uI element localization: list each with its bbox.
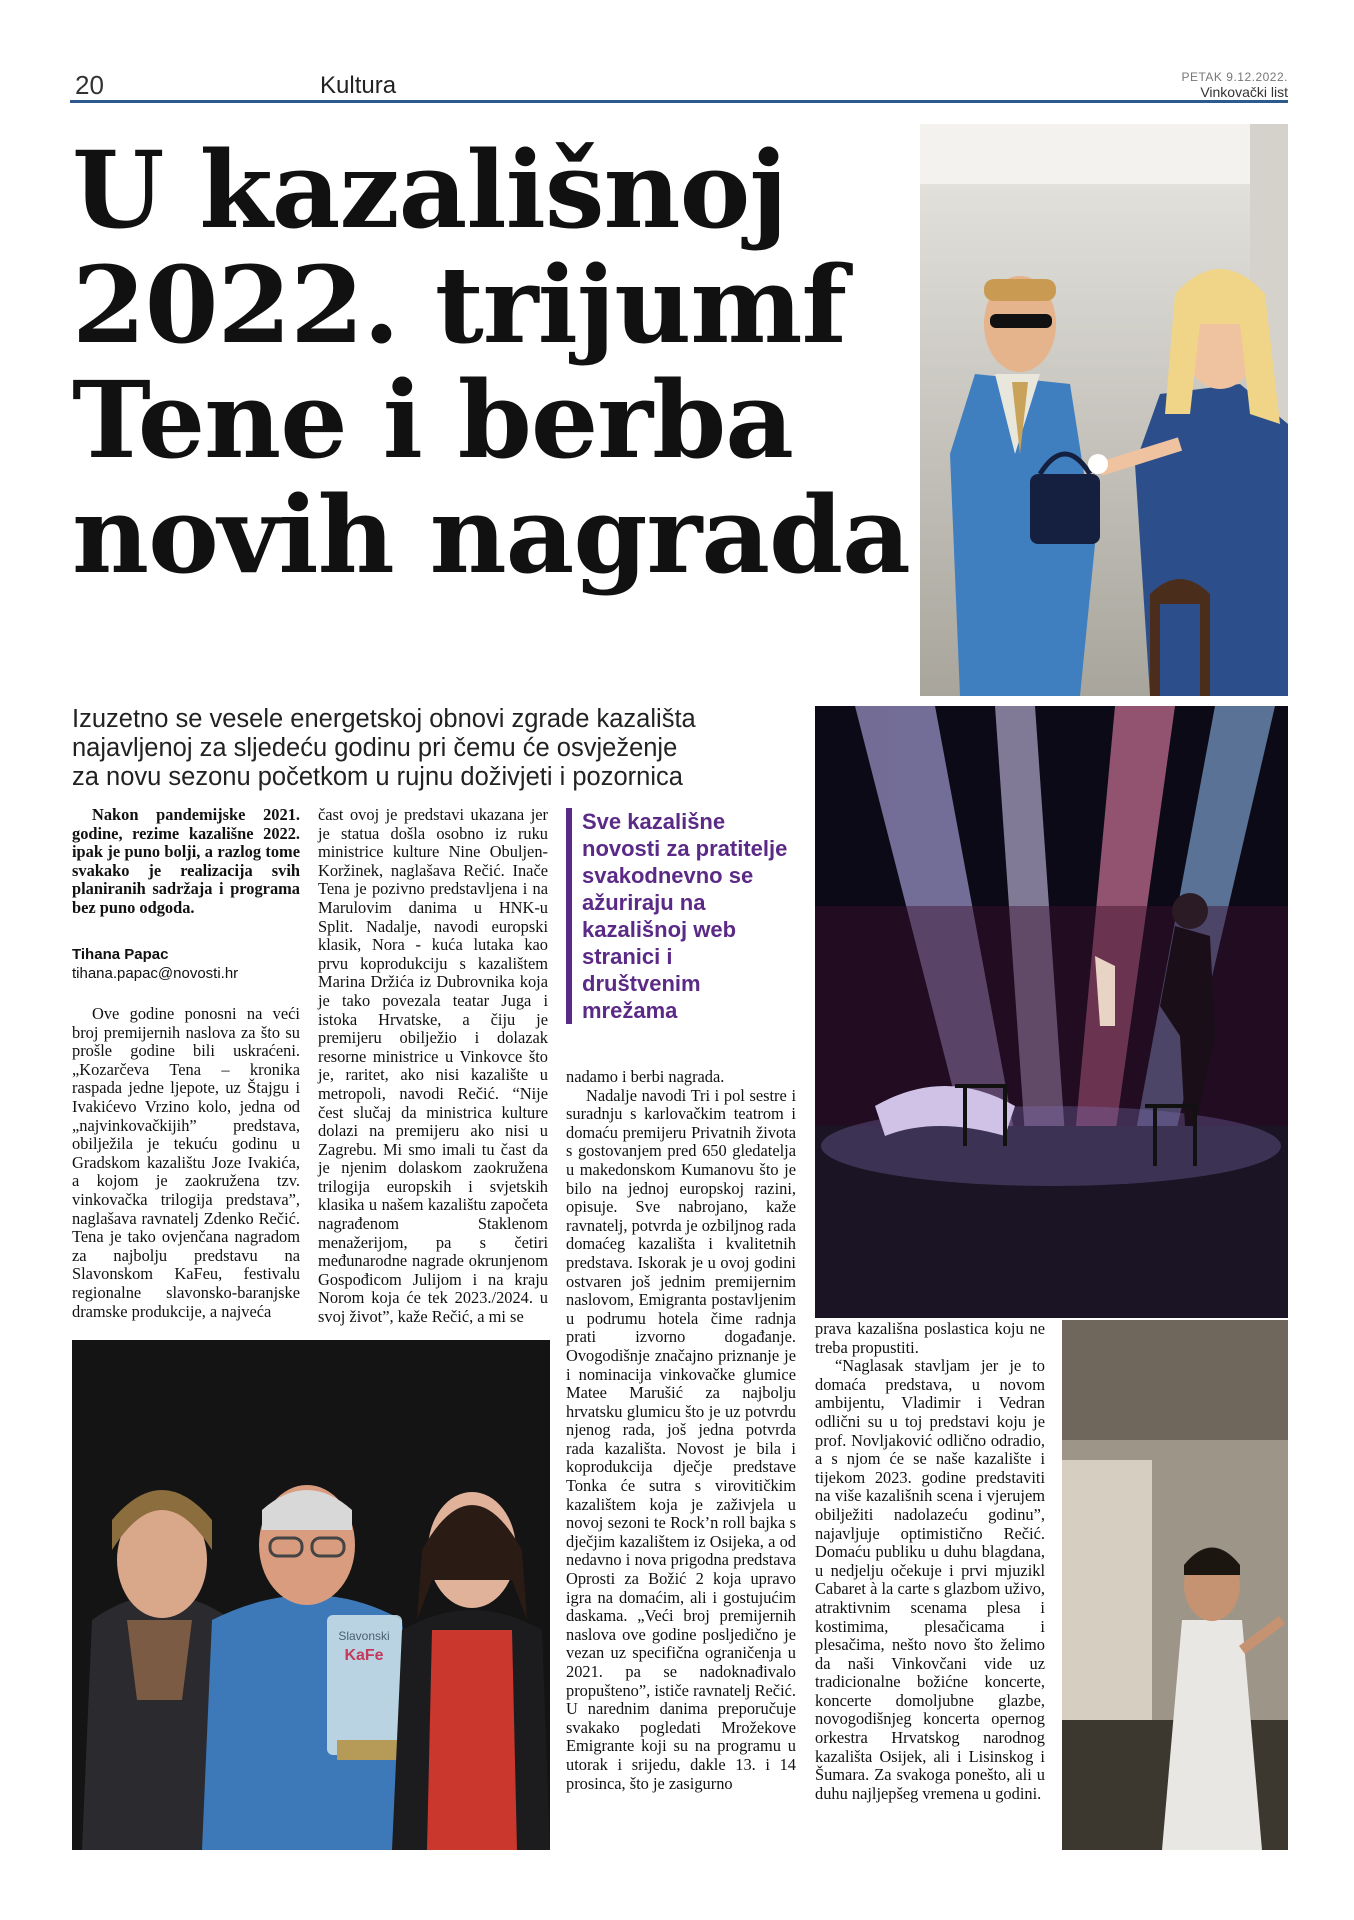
award-photo [72,1340,550,1850]
body-paragraph: Nadalje navodi Tri i pol sestre i suradnju s karlovačkim teatrom i domaću premijeru Privatnih života s gostovanjem pred 650 gledatelja u makedonskom Kumanovu što je bilo na jednoj europskoj razini, opisuje. Sve nabrojano, kaže ravnatelj, potvrda je ozbiljnog rada domaćeg kazališta i kvalitetnih predstava. Iskorak je u ovoj godini ostvaren još jednim premijernim naslovom, Emigranta postavljenim u podrumu hotela čime radnja prati izvorno događanje. Ovogodišnje značajno priznanje je i nominacija vinkovačke glumice Matee Marušić za najbolju hrvatsku glumicu što je uz potvrdu njenog rada, još jedna potvrda rada kazališta. Novost je bila i koprodukcija dječje predstave Tonka će sutra s virovitičkim kazalištem koja je zaživjela u novoj sezoni te Rock’n roll bajka s dječjim kazalištem iz Osijeka, a od nedavno i nova prigodna predstava Oprosti za Božić 2 koja upravo igra na domaćim, ali i gostujućim daskama. „Veći broj premijernih naslova ove godine posljedično je vezan uz specifična ograničenja u 2021. pa se nadoknađivalo propušteno”, ističe ravnatelj Rečić. U narednim danima preporučuje svakako pogledati Mrožekove Emigrante koji su na programu u utorak i srijedu, dakle 13. i 14 prosinca, što je zasigurno [566,1085,796,1793]
deck-line-3: za novu sezonu početkom u rujnu doživjeti i pozornica [72,763,683,791]
page-number: 20 [75,70,104,100]
headline-line-2: 2022. trijumf [72,242,847,367]
award-illustration [72,1340,550,1850]
award-plaque-line-1: Slavonski [338,1629,390,1643]
header-rule [70,100,1288,103]
award-plaque-line-2: KaFe [344,1647,384,1664]
byline [72,945,302,983]
lead-paragraph: Nakon pandemijske 2021. godine, rezime kazališne 2022. ipak je puno bolji, a razlog tome svakako je realizacija svih planiranih sadržaja i programa bez puno odgoda. [72,805,300,917]
body-column-1 [72,1005,300,1321]
body-paragraph: prava kazališna poslastica koju ne treba propustiti. [815,1319,1045,1357]
stage-photo-cabaret [815,706,1288,1318]
stage-photo-emigranti [1062,1320,1288,1850]
article-lead [72,806,300,918]
headline-line-1: U kazališnoj [72,127,787,252]
body-column-2 [318,806,548,1327]
body-paragraph: “Naglasak stavljam jer je to domaća predstava, u novom ambijentu, Vladimir i Vedran odlični su u toj predstavi koju je prof. Novljaković odlično odradio, a s njom će se naše kazalište i tijekom 2023. godine predstaviti na više kazališnih scena i vjerujem obilježiti nadolazeću godinu”, najavljuje optimistično Rečić. Domaću publiku u duhu blagdana, u nedjelju očekuje i prvi mjuzikl Cabaret à la carte s glazbom uživo, atraktivnim scenama plesa i kostimima, plesačicama i plesačima, nešto novo što želimo da naši Vinkovčani vide uz tradicionalne božićne koncerte, koncerte domoljubne glazbe, novogodišnjeg koncerta opernog orkestra Hrvatskog narodnog kazališta Osijek, ali i Lisinskog i Šumara. Za svakoga ponešto, ali u duhu najljepšeg vremena u godini. [815,1356,1045,1803]
body-column-4 [815,1320,1045,1803]
body-paragraph: nadamo i berbi nagrada. [566,1067,725,1086]
body-column-3 [566,1068,796,1793]
deck-line-2: najavljenoj za sljedeću godinu pri čemu će osvježenje [72,734,678,762]
author-name: Tihana Papac [72,946,169,963]
article-deck [72,705,802,792]
body-paragraph: Ove godine ponosni na veći broj premijernih naslova za što su prošle godine bili uskraćeni. „Kozarčeva Tena – kronika raspada jedne ljepote, uz Štajgu i Ivakićevo Vrzino kolo, jedna od „najvinkovačkijih” predstava, obilježila je tekuću godinu u Gradskom kazalištu Joze Ivakića, a kojom je zaokružena tzv. vinkovačka trilogija predstava”, naglašava ravnatelj Zdenko Rečić. Tena je tako ovjenčana nagradom za najbolju predstavu na Slavonskom KaFeu, festivalu regionalne slavonsko-baranjske dramske produkcije, a najveća [72,1004,300,1321]
pull-quote: Sve kazališne novosti za pratitelje svakodnevno se ažuriraju na kazališnoj web stranici i društvenim mrežama [566,808,796,1024]
cabaret-illustration [815,706,1288,1318]
headline-line-4: novih nagrada [72,472,910,597]
body-paragraph: čast ovoj je predstavi ukazana jer je statua došla osobno iz ruku ministrice kulture Nine Obuljen-Koržinek, naglašava Rečić. Inače Tena je pozivno predstavljena i na Marulovim danima u HNK-u Split. Nadalje, navodi europski klasik, Nora - kuća lutaka kao prvu koprodukciju s kazalištem Marina Držića iz Dubrovnika koja je tako povezala teatar Juga i istoka Hrvatske, a čiju je premijeru obilježio i dolazak resorne ministrice u Vinkovce što je, raritet, ako nisi kazalište u metropoli, navodi Rečić. “Nije čest slučaj da ministrica kulture dolazi na premijeru ako nisi u Zagrebu. Mi smo imali tu čast da je njenim dolaskom zaokružena trilogija europskih i svjetskih klasika u našem kazalištu započeta nagrađenom Staklenom menažerijom, pa s četiri međunarodne nagrade okrunjenom Gospođicom Julijom i na kraju Norom koja će tek 2023./2024. u svoj život”, kaže Rečić, a mi se [318,805,548,1327]
deck-line-1: Izuzetno se vesele energetskoj obnovi zgrade kazališta [72,705,696,733]
issue-date: PETAK 9.12.2022. [1181,70,1288,84]
headline-line-3: Tene i berba [72,357,793,482]
author-email[interactable]: tihana.papac@novosti.hr [72,965,239,982]
section-title: Kultura [320,72,397,99]
emigranti-illustration [1062,1320,1288,1850]
article-headline [72,127,992,597]
newspaper-name: Vinkovački list [1200,84,1288,100]
